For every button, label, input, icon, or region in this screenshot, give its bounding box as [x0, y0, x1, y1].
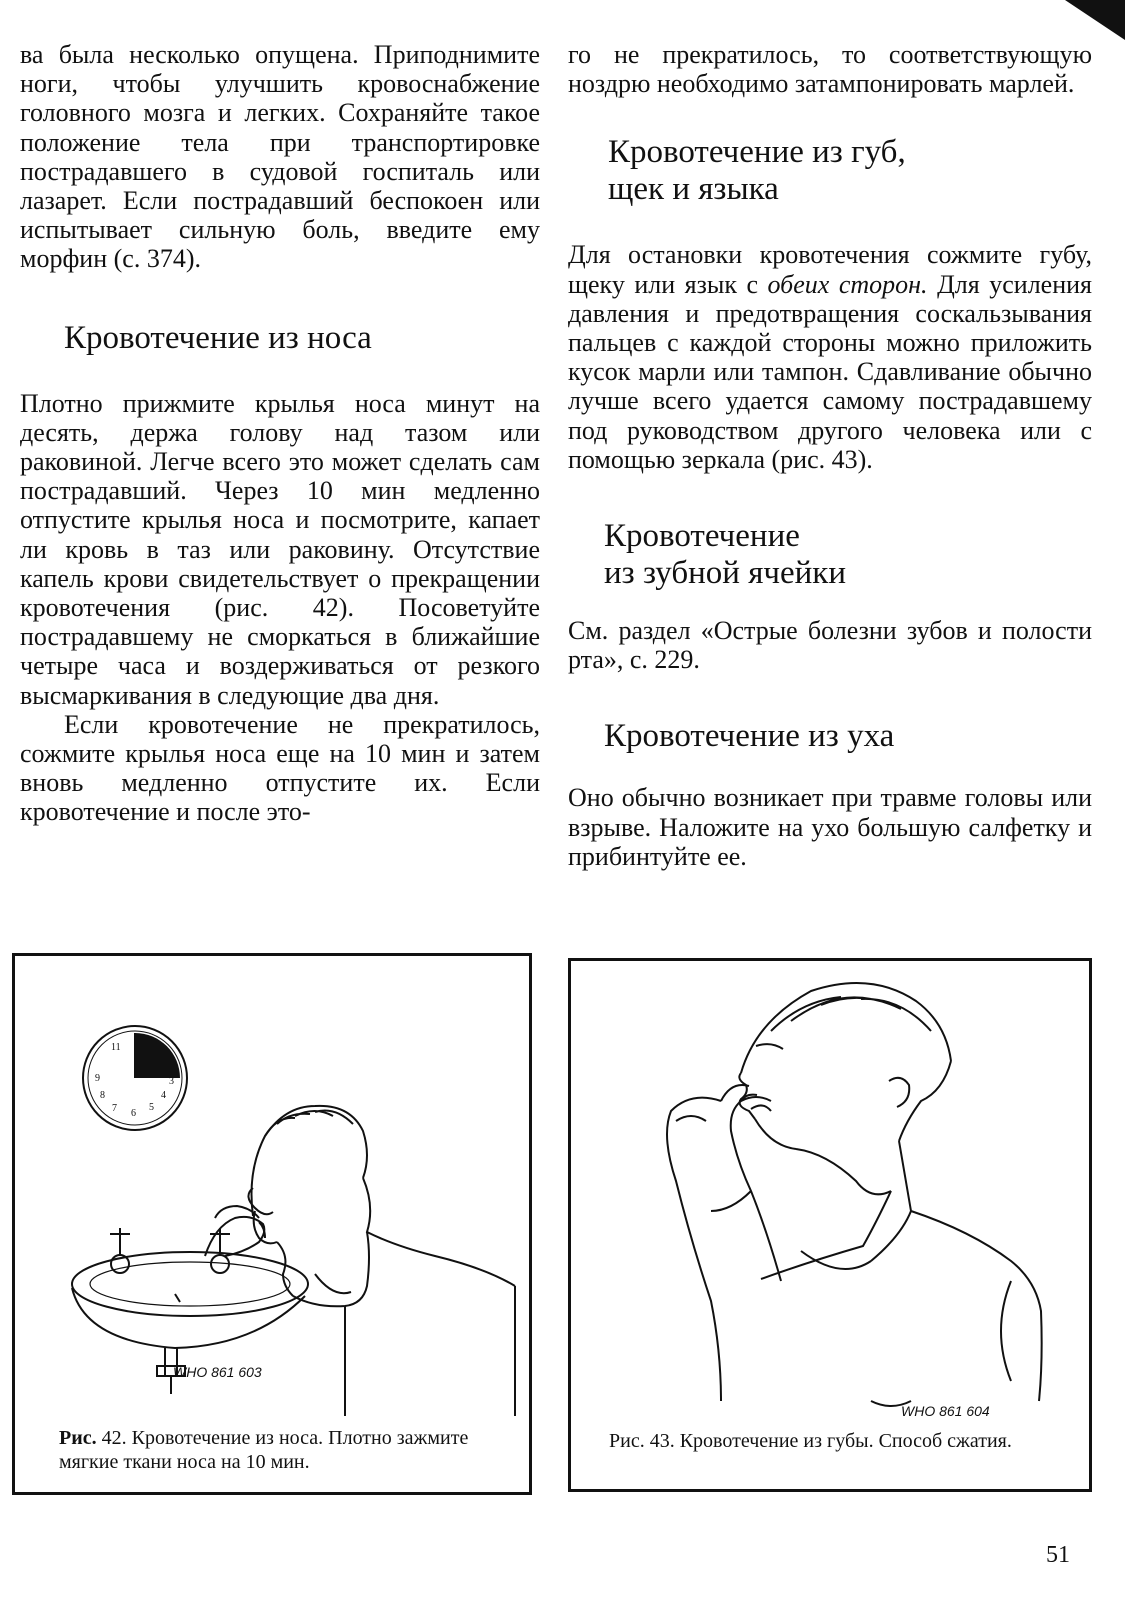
figure-42-caption: [59, 1426, 499, 1474]
heading-lips-line1: Кровотечение из губ,: [608, 134, 906, 171]
right-para-top: го не прекратилось, то соответствующую ноздрю необходимо затампонировать марлей.: [568, 40, 1092, 99]
lips-para: [568, 240, 1092, 474]
figure-42-caption-label: Рис.: [59, 1427, 97, 1449]
page-corner-mark: [1065, 0, 1125, 40]
heading-tooth-line2: из зубной ячейки: [604, 555, 846, 592]
heading-tooth-line1: Кровотечение: [604, 518, 800, 555]
clock-icon: [83, 1026, 187, 1130]
lips-text-a: Для остановки кровотечения сожмите губу, щеку или язык с: [568, 240, 1092, 299]
clock-number: 5: [149, 1102, 154, 1113]
clock-number: 8: [100, 1090, 105, 1101]
clock-number: 11: [111, 1042, 121, 1053]
figure-43-illustration: [571, 961, 1089, 1421]
clock-number: 7: [112, 1103, 117, 1114]
page-number: 51: [1046, 1542, 1070, 1568]
figure-42: [12, 953, 532, 1495]
heading-tooth-bleeding: [604, 518, 1092, 592]
heading-nose-bleeding: Кровотечение из носа: [64, 319, 372, 356]
nose-para-1: Плотно прижмите крылья носа минут на десять, держа голову над тазом или раковиной. Легче всего это может сделать сам пострадавший. Через 10 мин медленно отпустите крылья носа и посмотрите, капает ли кровь в таз или раковину. Отсутствие капель крови свидетельствует о прекращении кровотечения (рис. 42). Посоветуйте пострадавшему не сморкаться в ближайшие четыре часа и воздерживаться от резкого высмаркивания в следующие два дня.: [20, 388, 540, 710]
ear-para: Оно обычно возникает при травме головы или взрыве. Наложите на ухо большую салфетку и прибинтуйте ее.: [568, 783, 1092, 871]
clock-number: 4: [161, 1090, 166, 1101]
figure-43-code: WHO 861 604: [901, 1403, 990, 1419]
heading-lips-bleeding: [608, 134, 1092, 208]
clock-number: 6: [131, 1108, 136, 1119]
figure-43: [568, 958, 1092, 1492]
figure-42-illustration: [15, 956, 529, 1416]
figure-42-code: WHO 861 603: [173, 1364, 262, 1380]
figure-43-caption: Рис. 43. Кровотечение из губы. Способ сжатия.: [609, 1430, 1012, 1452]
clock-number: 9: [95, 1073, 100, 1084]
tooth-para: См. раздел «Острые болезни зубов и полости рта», с. 229.: [568, 616, 1092, 675]
clock-number: 3: [169, 1076, 174, 1087]
lips-text-b: Для усиления давления и предотвращения соскальзывания пальцев с каждой стороны можно приложить кусок марли или тампон. Сдавливание обычно лучше всего удается самому пострадавшему под руководством другого человека или с помощью зеркала (рис. 43).: [568, 269, 1092, 474]
left-para-top: ва была несколько опущена. Приподнимите ноги, чтобы улучшить кровоснабжение головного мозга и легких. Сохраняйте такое положение тела при транспортировке пострадавшего в судовой госпиталь или лазарет. Если пострадавший беспокоен или испытывает сильную боль, введите ему морфин (с. 374).: [20, 40, 540, 274]
heading-ear-bleeding: Кровотечение из уха: [604, 718, 895, 755]
left-column: [20, 40, 540, 827]
figure-42-caption-text: 42. Кровотечение из носа. Плотно зажмите мягкие ткани носа на 10 мин.: [59, 1427, 469, 1473]
nose-para-2: Если кровотечение не прекратилось, сожмите крылья носа еще на 10 мин и затем вновь медленно отпустите их. Если кровотечение и после это-: [20, 709, 540, 827]
lips-text-emphasis: обеих сторон.: [767, 269, 928, 299]
man-pressing-lip-drawing: [667, 983, 1042, 1406]
right-column: [568, 40, 1092, 871]
heading-lips-line2: щек и языка: [608, 171, 779, 208]
